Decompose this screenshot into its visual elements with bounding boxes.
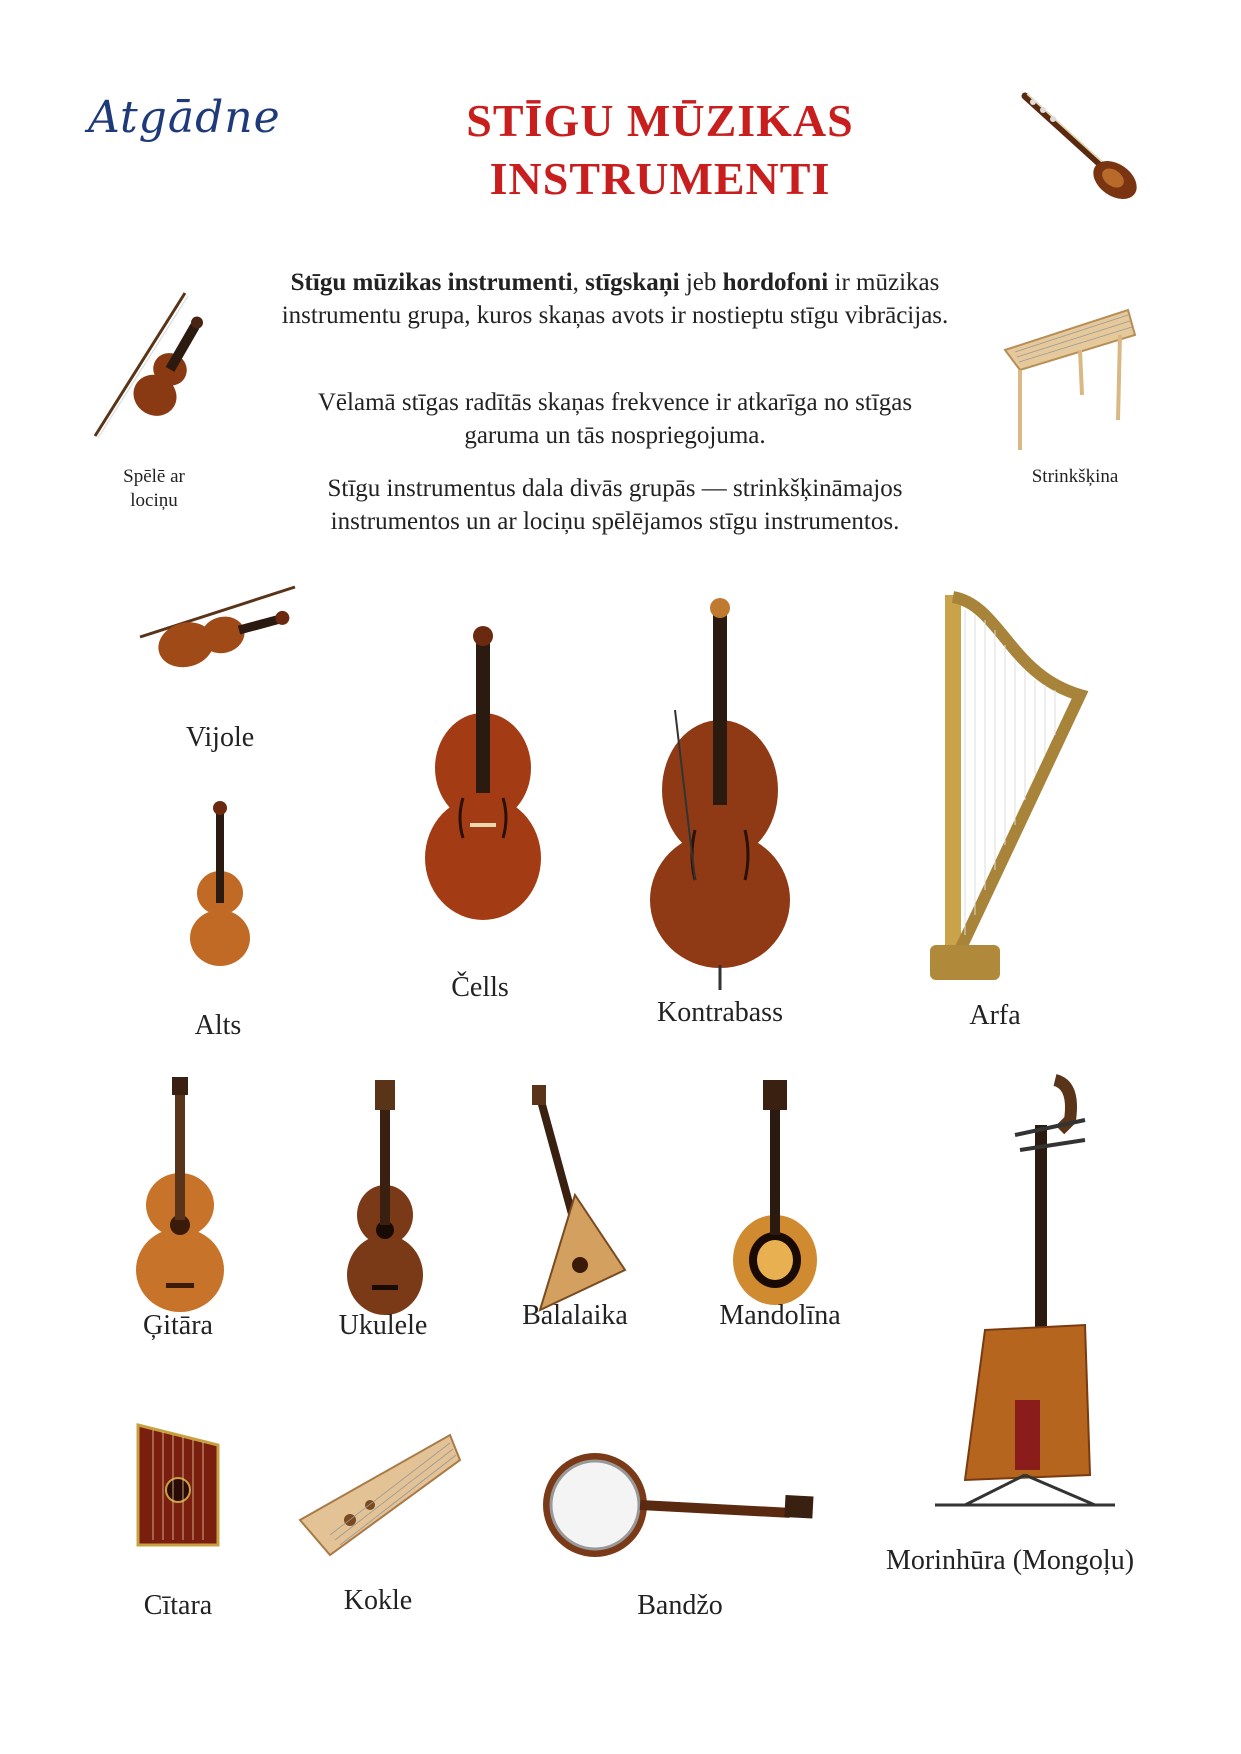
intro-text-rest: ir mūzikas instrumentu grupa, kuros skaņas avots ir nostieptu stīgu vibrācijas.	[281, 269, 949, 329]
page-title	[380, 92, 940, 208]
morin-khuur-image	[925, 1075, 1125, 1515]
mandolin-image	[725, 1075, 825, 1315]
label-bandzo: Bandžo	[637, 1590, 723, 1621]
viola-image	[185, 793, 255, 973]
double-bass-image	[645, 590, 795, 990]
term-hordofoni: hordofoni	[722, 269, 829, 296]
label-morinhura: Morinhūra (Mongoļu)	[885, 1545, 1135, 1576]
banjo-image	[540, 1445, 820, 1565]
label-balalaika: Balalaika	[522, 1300, 628, 1331]
intro-paragraph-1	[250, 266, 980, 332]
page-title-line1: STĪGU MŪZIKAS	[466, 95, 854, 146]
ukulele-image	[335, 1075, 435, 1320]
label-cells: Čells	[451, 972, 509, 1003]
label-arfa: Arfa	[969, 1000, 1021, 1031]
cello-image	[418, 618, 548, 928]
balalaika-image	[520, 1085, 630, 1315]
label-kokle: Kokle	[343, 1585, 413, 1616]
intro-sep: ,	[572, 269, 586, 296]
label-citara: Cītara	[143, 1590, 213, 1621]
zither-image	[133, 1420, 223, 1550]
violin-with-bow-image	[90, 288, 220, 438]
intro-text-jeb: jeb	[679, 269, 723, 296]
atgadne-badge: Atgādne	[88, 92, 281, 143]
label-mandolina: Mandolīna	[719, 1300, 841, 1331]
kokle-image	[290, 1425, 465, 1565]
label-gitara: Ģitāra	[143, 1310, 213, 1341]
side-label-bowed: Spēlē ar lociņu	[123, 466, 185, 511]
term-stigskani: stīgskaņi	[585, 269, 680, 296]
label-ukulele: Ukulele	[338, 1310, 428, 1341]
intro-paragraph-2: Vēlamā stīgas radītās skaņas frekvence ir atkarīga no stīgas garuma un tās nospriegojuma.	[317, 389, 913, 449]
sitar-image	[1015, 88, 1145, 208]
term-string-instruments: Stīgu mūzikas instrumenti	[290, 269, 573, 296]
intro-paragraph-3: Stīgu instrumentus dala divās grupās — strinkšķināmajos instrumentos un ar lociņu spēlējamos stīgu instrumentos.	[327, 475, 903, 535]
page-title-line2: INSTRUMENTI	[489, 153, 831, 204]
label-alts: Alts	[194, 1010, 242, 1041]
label-kontrabass: Kontrabass	[657, 997, 783, 1028]
psaltery-image	[1000, 295, 1140, 455]
harp-image	[920, 585, 1095, 990]
violin-image	[135, 582, 300, 682]
label-vijole: Vijole	[185, 722, 255, 753]
guitar-image	[130, 1075, 230, 1315]
side-label-plucked: Strinkšķina	[1031, 466, 1119, 487]
